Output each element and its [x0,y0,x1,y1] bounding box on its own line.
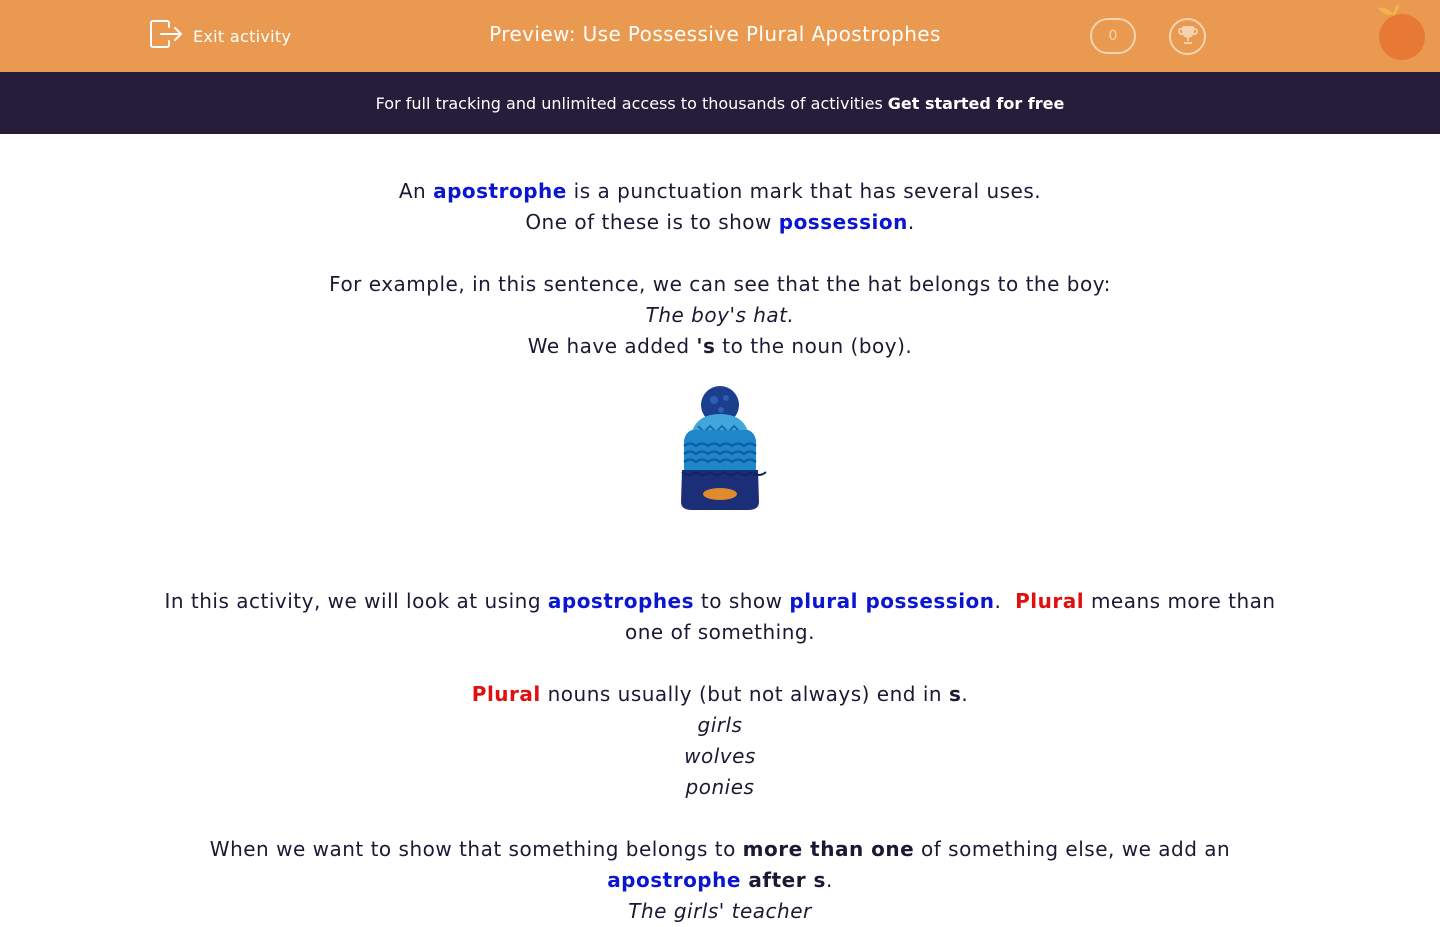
plural-possession-example: The girls' teacher [628,899,812,923]
hat-image-container [120,362,1320,586]
lesson-content [120,176,1320,927]
trophy-icon [1177,24,1199,50]
text: In this activity, we will look at using [164,589,548,613]
text: of something else, we add an [914,837,1231,861]
keyword-possession: possession [778,210,908,234]
plural-intro [120,586,1320,648]
example-intro: For example, in this sentence, we can see that the hat belongs to the boy: [329,272,1111,296]
score-badge: 0 [1090,18,1136,54]
text: An [398,179,434,203]
hat-illustration [668,384,772,514]
text: to the noun (boy). [715,334,913,358]
text: nouns usually (but not always) end in [540,682,949,706]
keyword-apostrophe: apostrophe [433,179,567,203]
intro-line-2 [120,207,1320,238]
text: means more than one of something. [625,589,1276,644]
orange-logo-icon [1372,4,1430,62]
keyword-apostrophe: apostrophe [607,868,741,892]
text: . [994,589,1016,613]
letter-s: s [948,682,962,706]
plural-example-wolves: wolves [684,744,756,768]
plural-rule [120,679,1320,710]
text: . [961,682,969,706]
keyword-apostrophes: apostrophes [547,589,695,613]
text: When we want to show that something belongs to [209,837,743,861]
intro-line-1 [120,176,1320,207]
example-sentence: The boy's hat. [645,303,795,327]
text: . [825,868,833,892]
page-title: Preview: Use Possessive Plural Apostrophes [489,22,941,46]
promo-banner [0,72,1440,134]
text: . [907,210,915,234]
keyword-plural: Plural [471,682,541,706]
after-s: after s [740,868,826,892]
text: One of these is to show [525,210,779,234]
get-started-link[interactable]: Get started for free [887,93,1065,113]
example-explanation [120,331,1320,362]
text: to show [694,589,790,613]
trophy-button[interactable] [1169,18,1206,55]
more-than-one: more than one [742,837,915,861]
plural-possession-rule [120,834,1320,896]
plural-example-girls: girls [697,713,743,737]
keyword-plural-possession: plural possession [789,589,995,613]
keyword-plural: Plural [1015,589,1085,613]
apostrophe-s: 's [696,334,716,358]
top-bar [0,0,1440,72]
plural-example-ponies: ponies [685,775,755,799]
promo-text: For full tracking and unlimited access to thousands of activities [375,93,883,113]
exit-label: Exit activity [193,26,292,46]
text: We have added [527,334,697,358]
text: is a punctuation mark that has several uses. [566,179,1042,203]
